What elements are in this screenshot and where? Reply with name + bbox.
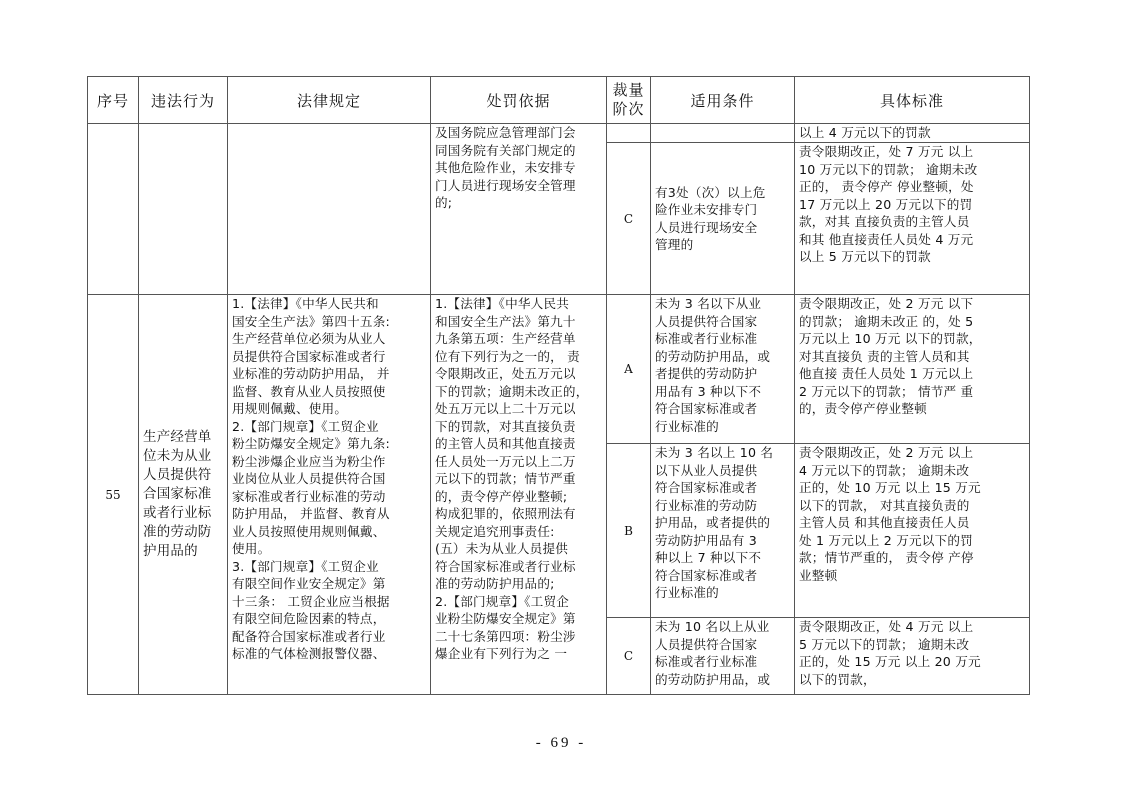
item55-standard-c: 责令限期改正，处 4 万元 以上 5 万元以下的罚款； 逾期未改 正的，处 15 万元 以上 20 万元 以下的罚款， xyxy=(795,618,1030,695)
header-level: 裁量 阶次 xyxy=(607,77,651,124)
continuation-standard-c: 责令限期改正，处 7 万元 以上 10 万元以下的罚款； 逾期未改 正的， 责令停产 停业整顿，处 17 万元以上 20 万元以下的罚 款，对其 直接负责的主管人员 和其 他直接责任人员处 4 万元 以上 5 万元以下的罚款 xyxy=(795,143,1030,295)
header-standard: 具体标准 xyxy=(795,77,1030,124)
continuation-seq xyxy=(88,124,139,295)
header-seq: 序号 xyxy=(88,77,139,124)
item55-standard-b: 责令限期改正，处 2 万元 以上 4 万元以下的罚款； 逾期未改 正的，处 10 万元 以上 15 万元 以下的罚款， 对其直接负责的 主管人员 和其他直接责任人员 处 1 万元以上 2 万元以下的罚 款；情节严重的， 责令停 产停 业整顿 xyxy=(795,444,1030,618)
continuation-law xyxy=(228,124,431,295)
item55-condition-a: 未为 3 名以下从业 人员提供符合国家 标准或者行业标准 的劳动防护用品，或 者提供的劳动防护 用品有 3 种以下不 符合国家标准或者 行业标准的 xyxy=(651,295,795,444)
header-condition: 适用条件 xyxy=(651,77,795,124)
continuation-prev-standard: 以上 4 万元以下的罚款 xyxy=(795,124,1030,143)
item55-number: 55 xyxy=(88,295,139,695)
item55-basis: 1.【法律】《中华人民共 和国安全生产法》第九十 九条第五项：生产经营单 位有下列行为之一的， 责 令限期改正，处五万元以 下的罚款；逾期未改正的， 处五万元以上二十万元以 下的罚款，对其直接负责 的主管人员和其他直接责 任人员处一万元以上二万 元以下的罚款；情节严重 的，责令停产停业整顿; 构成犯罪的，依照刑法有 关规定追究刑事责任: (五）未为从业人员提供 符合国家标准或者行业标 准的劳动防护用品的; 2.【部门规章】《工贸企 业粉尘防爆安全规定》第 二十七条第四项：粉尘涉 爆企业有下列行为之 一 xyxy=(431,295,607,695)
continuation-prev-condition xyxy=(651,124,795,143)
item55-violation: 生产经营单 位未为从业 人员提供符 合国家标准 或者行业标 准的劳动防 护用品的 xyxy=(139,295,228,695)
header-violation: 违法行为 xyxy=(139,77,228,124)
item55-row-a xyxy=(88,295,1030,444)
penalty-standards-table xyxy=(87,76,1030,695)
continuation-prev-level xyxy=(607,124,651,143)
item55-standard-a: 责令限期改正，处 2 万元 以下 的罚款； 逾期未改正 的，处 5 万元以上 10 万元 以下的罚款， 对其直接负 责的主管人员和其 他直接 责任人员处 1 万元以上 2 万元以下的罚款； 情节严 重 的，责令停产停业整顿 xyxy=(795,295,1030,444)
item55-condition-c: 未为 10 名以上从业 人员提供符合国家 标准或者行业标准 的劳动防护用品，或 xyxy=(651,618,795,695)
continuation-condition-c: 有3处（次）以上危 险作业未安排专门 人员进行现场安全 管理的 xyxy=(651,143,795,295)
continuation-violation xyxy=(139,124,228,295)
page-number: - 69 - xyxy=(535,735,587,751)
item55-level-a: A xyxy=(607,295,651,444)
header-law: 法律规定 xyxy=(228,77,431,124)
continuation-level-c: C xyxy=(607,143,651,295)
item55-condition-b: 未为 3 名以上 10 名 以下从业人员提供 符合国家标准或者 行业标准的劳动防 护用品，或者提供的 劳动防护用品有 3 种以上 7 种以下不 符合国家标准或者 行业标准的 xyxy=(651,444,795,618)
item55-level-b: B xyxy=(607,444,651,618)
header-basis: 处罚依据 xyxy=(431,77,607,124)
continuation-basis: 及国务院应急管理部门会 同国务院有关部门规定的 其他危险作业，未安排专 门人员进行现场安全管理 的; xyxy=(431,124,607,295)
item55-level-c: C xyxy=(607,618,651,695)
continuation-row-1 xyxy=(88,124,1030,143)
header-row xyxy=(88,77,1030,124)
item55-law: 1.【法律】《中华人民共和 国安全生产法》第四十五条: 生产经营单位必须为从业人 员提供符合国家标准或者行 业标准的劳动防护用品， 并 监督、教育从业人员按照使 用规则佩戴、使用。 2.【部门规章】《工贸企业 粉尘防爆安全规定》第九条: 粉尘涉爆企业应当为粉尘作 业岗位从业人员提供符合国 家标准或者行业标准的劳动 防护用品， 并监督、教育从 业人员按照使用规则佩戴、 使用。 3.【部门规章】《工贸企业 有限空间作业安全规定》第 十三条： 工贸企业应当根据 有限空间危险因素的特点， 配备符合国家标准或者行业 标准的气体检测报警仪器、 xyxy=(228,295,431,695)
